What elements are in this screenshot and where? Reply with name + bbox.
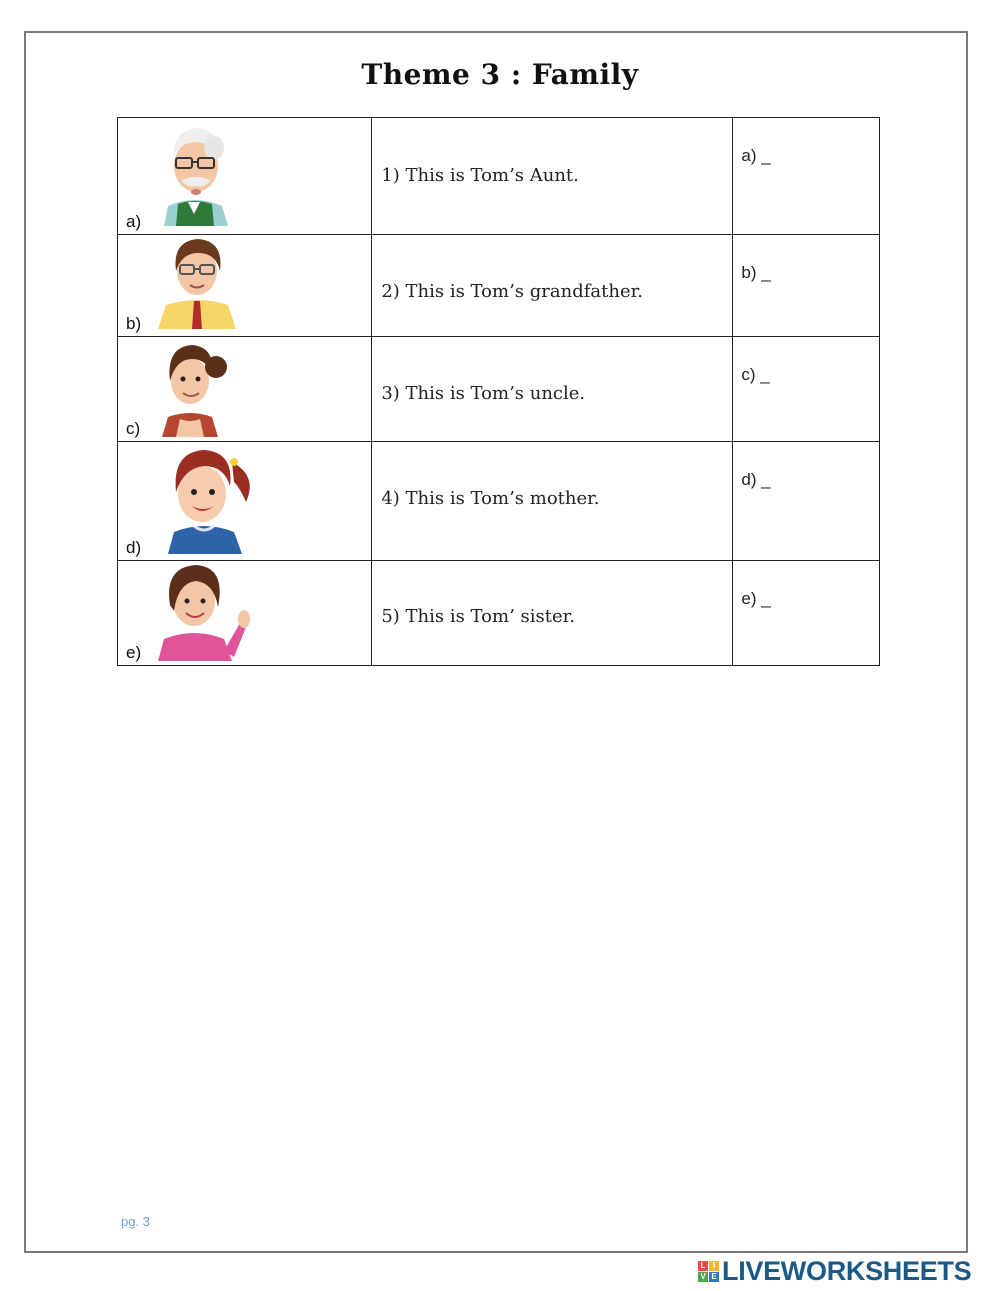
sentence-cell [372,235,733,337]
picture-cell [118,442,372,561]
logo-block: V [698,1272,708,1282]
sentence-cell [372,337,733,442]
logo-blocks-icon [698,1261,719,1282]
logo-block: L [698,1261,708,1271]
matching-table [117,117,880,666]
answer-cell[interactable] [733,561,880,666]
picture-cell [118,118,372,235]
row-letter: a) [126,212,142,231]
sentence-text: 3) This is Tom’s uncle. [381,383,586,404]
sentence-text: 2) This is Tom’s grandfather. [381,281,643,302]
row-letter: e) [126,643,142,662]
row-letter: d) [126,538,142,557]
grandfather-portrait-icon [154,118,238,226]
answer-blank[interactable]: c) _ [741,365,770,384]
table-row [118,442,880,561]
liveworksheets-logo[interactable] [698,1256,971,1286]
aunt-portrait-icon [154,561,254,661]
sentence-text: 5) This is Tom’ sister. [381,606,575,627]
sentence-cell [372,561,733,666]
page-number: pg. 3 [121,1214,150,1229]
table-row [118,118,880,235]
row-letter: c) [126,419,141,438]
answer-blank[interactable]: a) _ [741,146,771,165]
page-title: Theme 3 : Family [361,58,639,91]
sentence-cell [372,118,733,235]
sentence-text: 4) This is Tom’s mother. [381,488,600,509]
answer-blank[interactable]: b) _ [741,263,771,282]
table-row [118,337,880,442]
table-row [118,561,880,666]
picture-cell [118,337,372,442]
answer-cell[interactable] [733,337,880,442]
picture-cell [118,561,372,666]
uncle-portrait-icon [154,235,240,329]
answer-cell[interactable] [733,442,880,561]
table-row [118,235,880,337]
answer-blank[interactable]: d) _ [741,470,771,489]
answer-cell[interactable] [733,235,880,337]
mother-portrait-icon [154,337,234,437]
answer-cell[interactable] [733,118,880,235]
logo-block: E [709,1272,719,1282]
sentence-cell [372,442,733,561]
sentence-text: 1) This is Tom’s Aunt. [381,165,579,186]
logo-text: LIVEWORKSHEETS [722,1255,972,1286]
answer-blank[interactable]: e) _ [741,589,771,608]
sister-portrait-icon [154,442,254,554]
row-letter: b) [126,314,142,333]
logo-block: I [709,1261,719,1271]
picture-cell [118,235,372,337]
